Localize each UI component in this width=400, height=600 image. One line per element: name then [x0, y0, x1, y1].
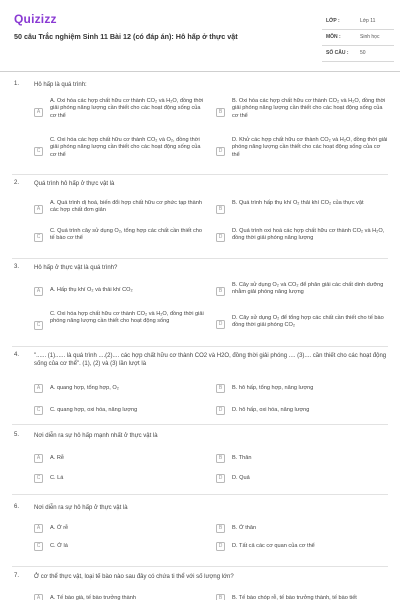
option-text: C. quang hợp, oxi hóa, năng lượng — [50, 407, 138, 413]
option-c[interactable] — [34, 137, 206, 163]
question-number: 3. — [14, 264, 20, 270]
option-c[interactable] — [34, 228, 206, 246]
option-text: A. Oxi hóa các hợp chất hữu cơ thành CO₂ và H₂O, đồng thời giải phóng năng lượng cần thiết cho các hoạt động sống của cơ thể — [50, 98, 204, 119]
option-d[interactable] — [216, 315, 388, 333]
question-divider — [12, 494, 388, 495]
option-letter: A — [34, 594, 43, 600]
option-letter: B — [216, 524, 225, 533]
quizizz-logo[interactable]: Quizizz — [14, 12, 57, 26]
option-c[interactable] — [34, 474, 206, 484]
meta-row-count — [322, 46, 394, 62]
question-2 — [0, 176, 400, 260]
option-b[interactable] — [216, 282, 388, 300]
meta-value: Lớp 11 — [360, 18, 376, 24]
question-text: Hô hấp ở thực vật là quá trình? — [34, 265, 118, 271]
option-letter: C — [34, 406, 43, 415]
option-letter: A — [34, 108, 43, 117]
option-text: D. Khử các hợp chất hữu cơ thành CO₂ và H₂O, đồng thời giải phóng năng lượng cần thiết cho các hoạt động sống của cơ thể — [232, 137, 388, 158]
question-divider — [12, 258, 388, 259]
question-text: "...... (1)...... là quá trình ....(2).... các hợp chất hữu cơ thành CO2 và H2O, đồng thời giải phóng .... (3).... cần thiết cho các hoạt động sống của cơ thể". (1), (2) và (3) lần lượt là — [34, 353, 387, 367]
option-letter: B — [216, 108, 225, 117]
option-b[interactable] — [216, 98, 388, 124]
option-b[interactable] — [216, 200, 388, 218]
option-letter: C — [34, 147, 43, 156]
option-d[interactable] — [216, 137, 388, 163]
question-divider — [12, 346, 388, 347]
option-text: A. Tế bào già, tế bào trưởng thành — [50, 595, 136, 600]
option-letter: A — [34, 384, 43, 393]
option-text: D. Quá trình oxi hoá các hợp chất hữu cơ thành CO₂ và H₂O, đồng thời giải phóng năng lượng — [232, 228, 385, 242]
option-letter: D — [216, 474, 225, 483]
meta-value: Sinh học — [360, 34, 380, 40]
option-text: D. Cây sử dụng O₂ để tổng hợp các chất cần thiết cho tế bào đồng thời giải phóng CO₂ — [232, 315, 384, 329]
option-a[interactable] — [34, 286, 206, 300]
option-text: A. Rễ — [50, 455, 64, 461]
question-text: Nơi diễn ra sự hô hấp mạnh nhất ở thực vật là — [34, 433, 158, 439]
option-text: B. hô hấp, tổng hợp, năng lượng — [232, 385, 314, 391]
option-letter: B — [216, 287, 225, 296]
option-c[interactable] — [34, 406, 206, 416]
option-letter: A — [34, 205, 43, 214]
option-d[interactable] — [216, 542, 388, 552]
option-text: C. Quá trình cây sử dụng O₂, tổng hợp các chất cần thiết cho tế bào cơ thể — [50, 228, 202, 242]
question-6 — [0, 496, 400, 566]
option-d[interactable] — [216, 228, 388, 246]
question-text: Hô hấp là quá trình: — [34, 82, 87, 88]
option-text: C. Oxi hóa các hợp chất hữu cơ thành CO₂ và O₂, đồng thời giải phóng năng lượng cần thiết cho các hoạt động sống của cơ thể — [50, 137, 201, 158]
option-text: A. Quá trình dị hoá, biến đổi hợp chất hữu cơ phức tạp thành các hợp chất đơn giản — [50, 200, 202, 214]
option-letter: B — [216, 384, 225, 393]
question-divider — [12, 174, 388, 175]
question-number: 5. — [14, 432, 20, 438]
question-divider — [12, 566, 388, 567]
question-number: 1. — [14, 81, 20, 87]
option-c[interactable] — [34, 311, 206, 337]
option-letter: D — [216, 542, 225, 551]
option-text: A. Hấp thụ khí O₂ và thải khí CO₂ — [50, 287, 133, 293]
option-text: B. Tế bào chóp rễ, tế bào trưởng thành, tế bào tiết — [232, 595, 357, 600]
option-a[interactable] — [34, 454, 206, 464]
question-number: 4. — [14, 352, 20, 358]
meta-label: SỐ CÂU : — [326, 50, 349, 56]
option-text: B. Ở thân — [232, 525, 257, 531]
question-divider — [12, 424, 388, 425]
option-letter: C — [34, 542, 43, 551]
option-a[interactable] — [34, 524, 206, 534]
option-text: C. Oxi hóa hợp chất hữu cơ thành CO₂ và H₂O, đồng thời giải phóng năng lượng cần thiết cho hoạt động sống — [50, 311, 204, 325]
option-letter: D — [216, 320, 225, 329]
option-letter: A — [34, 454, 43, 463]
option-text: D. Tất cả các cơ quan của cơ thể — [232, 543, 315, 549]
option-letter: B — [216, 205, 225, 214]
question-1 — [0, 78, 400, 174]
option-text: D. hô hấp, oxi hóa, năng lượng — [232, 407, 310, 413]
option-text: C. Ở lá — [50, 543, 68, 549]
meta-label: MÔN : — [326, 34, 341, 40]
quiz-meta-table — [322, 14, 394, 62]
option-text: C. Lá — [50, 475, 64, 481]
option-letter: A — [34, 524, 43, 533]
option-text: B. Cây sử dụng O₂ và CO₂ để phân giải các chất dinh dưỡng nhằm giải phóng năng lượng — [232, 282, 384, 296]
meta-value: 50 — [360, 50, 366, 56]
question-text: Ở cơ thể thực vật, loại tế bào nào sau đây có chứa ti thể với số lượng lớn? — [34, 574, 234, 580]
option-letter: C — [34, 474, 43, 483]
option-letter: B — [216, 454, 225, 463]
option-letter: D — [216, 233, 225, 242]
option-b[interactable] — [216, 594, 388, 600]
page-title: 50 câu Trắc nghiệm Sinh 11 Bài 12 (có đáp án): Hô hấp ở thực vật — [14, 32, 238, 41]
option-a[interactable] — [34, 200, 206, 218]
option-text: B. Thân — [232, 455, 252, 461]
option-letter: B — [216, 594, 225, 600]
question-5 — [0, 426, 400, 496]
option-a[interactable] — [34, 98, 206, 124]
option-b[interactable] — [216, 384, 388, 394]
option-b[interactable] — [216, 524, 388, 534]
option-letter: C — [34, 321, 43, 330]
question-number: 6. — [14, 504, 20, 510]
option-text: B. Oxi hóa các hợp chất hữu cơ thành CO₂ và H₂O, đồng thời giải phóng năng lượng cần thiết cho các hoạt động sống của cơ thể — [232, 98, 386, 119]
question-text: Nơi diễn ra sự hô hấp ở thực vật là — [34, 505, 128, 511]
option-d[interactable] — [216, 406, 388, 416]
question-number: 7. — [14, 573, 20, 579]
option-letter: D — [216, 406, 225, 415]
option-letter: D — [216, 147, 225, 156]
option-text: A. quang hợp, tổng hợp, O₂ — [50, 385, 119, 391]
option-text: B. Quá trình hấp thụ khí O₂ thải khí CO₂ của thực vật — [232, 200, 364, 206]
question-text: Quá trình hô hấp ở thực vật là — [34, 181, 115, 187]
question-4 — [0, 348, 400, 430]
option-d[interactable] — [216, 474, 388, 484]
option-letter: A — [34, 287, 43, 296]
question-number: 2. — [14, 180, 20, 186]
page-header — [0, 0, 400, 72]
meta-row-class — [322, 14, 394, 30]
option-text: A. Ở rễ — [50, 525, 69, 531]
question-7 — [0, 568, 400, 600]
option-c[interactable] — [34, 542, 206, 552]
option-text: D. Quả — [232, 475, 250, 481]
option-letter: C — [34, 233, 43, 242]
option-b[interactable] — [216, 454, 388, 464]
option-a[interactable] — [34, 594, 206, 600]
meta-label: LỚP : — [326, 18, 340, 24]
meta-row-subject — [322, 30, 394, 46]
option-a[interactable] — [34, 384, 206, 394]
